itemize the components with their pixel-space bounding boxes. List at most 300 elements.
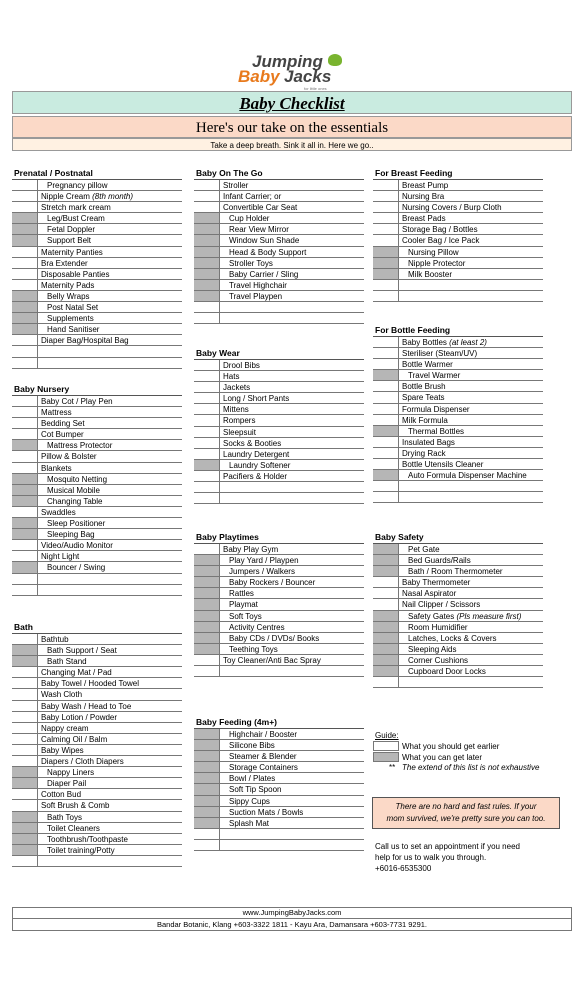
checkbox[interactable] bbox=[194, 622, 220, 632]
checkbox[interactable] bbox=[194, 666, 220, 676]
item-text: Insulated Bags bbox=[402, 437, 455, 447]
checkbox[interactable] bbox=[194, 191, 220, 201]
checkbox[interactable] bbox=[12, 451, 38, 461]
checkbox[interactable] bbox=[12, 734, 38, 744]
checkbox[interactable] bbox=[194, 235, 220, 245]
checkbox[interactable] bbox=[373, 566, 399, 576]
checkbox[interactable] bbox=[12, 302, 38, 312]
checkbox[interactable] bbox=[12, 800, 38, 810]
item-label bbox=[47, 645, 117, 656]
checkbox[interactable] bbox=[12, 235, 38, 245]
checkbox[interactable] bbox=[373, 448, 399, 458]
item-text: Sleep Positioner bbox=[47, 519, 106, 529]
checkbox[interactable] bbox=[194, 280, 220, 290]
checklist-item bbox=[12, 540, 182, 551]
footer bbox=[12, 907, 572, 931]
checkbox[interactable] bbox=[12, 678, 38, 688]
checklist-item bbox=[194, 471, 364, 482]
checkbox[interactable] bbox=[373, 280, 399, 290]
item-text: Thermal Bottles bbox=[408, 426, 465, 436]
checkbox[interactable] bbox=[373, 666, 399, 676]
checkbox[interactable] bbox=[194, 302, 220, 312]
checkbox[interactable] bbox=[12, 745, 38, 755]
checkbox[interactable] bbox=[373, 202, 399, 212]
checklist-item bbox=[373, 481, 543, 492]
item-label bbox=[408, 269, 452, 280]
checkbox[interactable] bbox=[194, 829, 220, 839]
checkbox[interactable] bbox=[12, 834, 38, 844]
item-text: Auto Formula Dispenser Machine bbox=[408, 471, 527, 481]
checklist-item bbox=[373, 459, 543, 470]
item-text: Maternity Pads bbox=[41, 280, 95, 290]
item-label bbox=[47, 313, 94, 324]
item-text: Stroller Toys bbox=[229, 258, 273, 268]
checklist-item bbox=[12, 474, 182, 485]
checklist-item bbox=[194, 566, 364, 577]
checkbox[interactable] bbox=[194, 291, 220, 301]
item-text: Formula Dispenser bbox=[402, 404, 470, 414]
item-label bbox=[229, 291, 282, 302]
checkbox[interactable] bbox=[194, 415, 220, 425]
checkbox[interactable] bbox=[12, 463, 38, 473]
checkbox[interactable] bbox=[12, 496, 38, 506]
item-text: Video/Audio Monitor bbox=[41, 541, 113, 551]
checkbox[interactable] bbox=[194, 544, 220, 554]
checkbox[interactable] bbox=[194, 460, 220, 470]
checkbox[interactable] bbox=[194, 611, 220, 621]
checkbox[interactable] bbox=[12, 689, 38, 699]
item-text: Nasal Aspirator bbox=[402, 589, 457, 599]
checkbox[interactable] bbox=[12, 656, 38, 666]
checkbox[interactable] bbox=[194, 840, 220, 850]
checkbox[interactable] bbox=[12, 280, 38, 290]
checkbox[interactable] bbox=[12, 585, 38, 595]
checkbox[interactable] bbox=[373, 677, 399, 687]
checkbox[interactable] bbox=[373, 269, 399, 279]
checkbox[interactable] bbox=[373, 235, 399, 245]
checklist-item bbox=[373, 655, 543, 666]
item-text: Toothbrush/Toothpaste bbox=[47, 834, 128, 844]
checklist bbox=[12, 179, 182, 369]
checkbox[interactable] bbox=[373, 258, 399, 268]
item-label bbox=[229, 566, 295, 577]
checkbox[interactable] bbox=[12, 856, 38, 866]
checkbox[interactable] bbox=[194, 471, 220, 481]
guide-later-label: What you can get later bbox=[402, 753, 483, 762]
checklist-item bbox=[12, 712, 182, 723]
item-text: Pregnancy pillow bbox=[47, 181, 108, 190]
contact-info bbox=[375, 841, 565, 874]
item-text: Bottle Utensils Cleaner bbox=[402, 460, 484, 470]
checkbox[interactable] bbox=[12, 213, 38, 223]
checkbox[interactable] bbox=[12, 562, 38, 572]
item-text: Sleeping Bag bbox=[47, 530, 95, 540]
item-label bbox=[47, 834, 128, 845]
checkbox[interactable] bbox=[373, 337, 399, 347]
checkbox[interactable] bbox=[373, 644, 399, 654]
checkbox[interactable] bbox=[373, 481, 399, 491]
checkbox[interactable] bbox=[373, 370, 399, 380]
checkbox[interactable] bbox=[12, 767, 38, 777]
checklist-item bbox=[373, 437, 543, 448]
item-label bbox=[47, 213, 105, 224]
checklist-item bbox=[12, 191, 182, 202]
checkbox[interactable] bbox=[12, 485, 38, 495]
item-text: Disposable Panties bbox=[41, 269, 110, 279]
checklist-item bbox=[373, 415, 543, 426]
checklist-item bbox=[194, 807, 364, 818]
checklist-item bbox=[194, 202, 364, 213]
checkbox[interactable] bbox=[194, 360, 220, 370]
item-text: Baby Towel / Hooded Towel bbox=[41, 679, 139, 689]
item-text: Breast Pads bbox=[402, 214, 446, 224]
checkbox[interactable] bbox=[194, 247, 220, 257]
checkbox[interactable] bbox=[194, 784, 220, 794]
item-label bbox=[402, 404, 470, 415]
checkbox[interactable] bbox=[12, 191, 38, 201]
checkbox[interactable] bbox=[12, 823, 38, 833]
item-label bbox=[47, 529, 95, 540]
checklist bbox=[12, 395, 182, 596]
checkbox[interactable] bbox=[12, 645, 38, 655]
item-label bbox=[402, 459, 483, 470]
checklist-item bbox=[373, 448, 543, 459]
checklist-item bbox=[194, 633, 364, 644]
checklist-item bbox=[373, 359, 543, 370]
checklist-item bbox=[373, 213, 543, 224]
checklist-item bbox=[373, 269, 543, 280]
checkbox[interactable] bbox=[373, 544, 399, 554]
item-label bbox=[402, 577, 470, 588]
checkbox[interactable] bbox=[194, 555, 220, 565]
item-label bbox=[229, 555, 299, 566]
item-label bbox=[47, 324, 99, 335]
checkbox[interactable] bbox=[12, 418, 38, 428]
checkbox[interactable] bbox=[373, 588, 399, 598]
checkbox[interactable] bbox=[12, 529, 38, 539]
item-label bbox=[229, 751, 297, 762]
item-text: Long / Short Pants bbox=[223, 394, 290, 404]
item-text: Rattles bbox=[229, 589, 254, 599]
item-label bbox=[408, 555, 471, 566]
item-text: Mittens bbox=[223, 405, 249, 415]
checklist-item bbox=[12, 507, 182, 518]
checkbox[interactable] bbox=[12, 845, 38, 855]
item-text: Toilet training/Potty bbox=[47, 845, 115, 855]
checkbox[interactable] bbox=[12, 667, 38, 677]
item-label bbox=[47, 496, 102, 507]
checklist-item bbox=[12, 247, 182, 258]
section-title: For Bottle Feeding bbox=[375, 325, 451, 335]
item-label bbox=[223, 202, 297, 213]
checkbox[interactable] bbox=[12, 224, 38, 234]
item-text: Rompers bbox=[223, 416, 256, 426]
checkbox[interactable] bbox=[373, 392, 399, 402]
item-label bbox=[47, 224, 95, 235]
item-label bbox=[41, 463, 72, 474]
checkbox[interactable] bbox=[12, 247, 38, 257]
checklist-item bbox=[373, 404, 543, 415]
checkbox[interactable] bbox=[194, 449, 220, 459]
checkbox[interactable] bbox=[12, 440, 38, 450]
checkbox[interactable] bbox=[373, 622, 399, 632]
checklist-item bbox=[12, 789, 182, 800]
item-text: Convertible Car Seat bbox=[223, 203, 298, 213]
checkbox[interactable] bbox=[373, 555, 399, 565]
item-label bbox=[223, 360, 260, 371]
checklist-item bbox=[194, 191, 364, 202]
checklist-item bbox=[194, 740, 364, 751]
checkbox[interactable] bbox=[194, 807, 220, 817]
checkbox[interactable] bbox=[194, 818, 220, 828]
item-label bbox=[402, 437, 455, 448]
checklist-item bbox=[373, 599, 543, 610]
item-label bbox=[223, 471, 287, 482]
checkbox[interactable] bbox=[12, 346, 38, 356]
checkbox[interactable] bbox=[373, 348, 399, 358]
checkbox[interactable] bbox=[373, 599, 399, 609]
checkbox[interactable] bbox=[194, 751, 220, 761]
checkbox[interactable] bbox=[373, 381, 399, 391]
item-label bbox=[402, 599, 480, 610]
item-text: Storage Containers bbox=[229, 763, 298, 773]
checkbox[interactable] bbox=[12, 324, 38, 334]
checkbox[interactable] bbox=[373, 404, 399, 414]
item-text: Rear View Mirror bbox=[229, 225, 289, 235]
checkbox[interactable] bbox=[194, 393, 220, 403]
item-label bbox=[41, 258, 88, 269]
item-text: Activity Centres bbox=[229, 622, 285, 632]
checklist-item bbox=[12, 346, 182, 357]
checkbox[interactable] bbox=[194, 213, 220, 223]
checklist-item bbox=[12, 634, 182, 645]
checkbox[interactable] bbox=[12, 701, 38, 711]
checkbox[interactable] bbox=[12, 202, 38, 212]
checkbox[interactable] bbox=[12, 756, 38, 766]
checklist-item bbox=[12, 429, 182, 440]
checkbox[interactable] bbox=[194, 493, 220, 503]
item-label bbox=[41, 202, 111, 213]
item-label bbox=[47, 485, 100, 496]
checkbox[interactable] bbox=[12, 258, 38, 268]
item-label bbox=[47, 440, 112, 451]
checkbox[interactable] bbox=[12, 335, 38, 345]
section-1 bbox=[12, 384, 182, 596]
checklist-item bbox=[12, 180, 182, 191]
checkbox[interactable] bbox=[194, 269, 220, 279]
guide-title: Guide: bbox=[375, 731, 399, 740]
checklist-item bbox=[373, 191, 543, 202]
checkbox[interactable] bbox=[373, 359, 399, 369]
checklist-item bbox=[12, 324, 182, 335]
item-label bbox=[223, 393, 289, 404]
item-text: Wash Cloth bbox=[41, 690, 83, 700]
checkbox[interactable] bbox=[373, 291, 399, 301]
item-text: Soft Brush & Comb bbox=[41, 801, 110, 811]
checkbox[interactable] bbox=[194, 644, 220, 654]
checkbox[interactable] bbox=[194, 224, 220, 234]
checklist-item bbox=[12, 734, 182, 745]
checklist-item bbox=[12, 518, 182, 529]
checkbox[interactable] bbox=[12, 291, 38, 301]
checkbox[interactable] bbox=[194, 566, 220, 576]
item-text: Cotton Bud bbox=[41, 790, 82, 800]
checkbox[interactable] bbox=[12, 269, 38, 279]
item-label bbox=[402, 337, 487, 348]
section-title: Bath bbox=[14, 622, 33, 632]
item-label bbox=[223, 438, 281, 449]
item-text: Nursing Pillow bbox=[408, 247, 459, 257]
item-text: Pacifiers & Holder bbox=[223, 471, 288, 481]
checkbox[interactable] bbox=[12, 396, 38, 406]
checkbox[interactable] bbox=[373, 470, 399, 480]
section-title: Baby On The Go bbox=[196, 168, 263, 178]
item-label bbox=[402, 359, 453, 370]
callout-line2: mom survived, we're pretty sure you can too. bbox=[386, 814, 546, 823]
item-text: Maternity Panties bbox=[41, 247, 103, 257]
checkbox[interactable] bbox=[373, 415, 399, 425]
checkbox[interactable] bbox=[12, 474, 38, 484]
checkbox[interactable] bbox=[373, 180, 399, 190]
checkbox[interactable] bbox=[373, 213, 399, 223]
item-label bbox=[47, 474, 107, 485]
checklist-item bbox=[12, 258, 182, 269]
checkbox[interactable] bbox=[194, 588, 220, 598]
checklist-item bbox=[12, 496, 182, 507]
item-label bbox=[41, 280, 94, 291]
item-label bbox=[229, 213, 269, 224]
item-text: Milk Formula bbox=[402, 415, 448, 425]
checkbox[interactable] bbox=[194, 740, 220, 750]
item-text: Drool Bibs bbox=[223, 361, 260, 370]
item-label bbox=[229, 577, 315, 588]
checkbox[interactable] bbox=[373, 224, 399, 234]
checkbox[interactable] bbox=[194, 577, 220, 587]
item-label bbox=[223, 371, 239, 382]
checkbox[interactable] bbox=[373, 655, 399, 665]
section-0 bbox=[12, 168, 182, 369]
checkbox[interactable] bbox=[194, 427, 220, 437]
checkbox[interactable] bbox=[12, 518, 38, 528]
checklist-item bbox=[373, 470, 543, 481]
item-label bbox=[41, 429, 84, 440]
checkbox[interactable] bbox=[194, 371, 220, 381]
checkbox[interactable] bbox=[12, 540, 38, 550]
item-text: Jackets bbox=[223, 383, 251, 393]
section-2 bbox=[12, 622, 182, 867]
checkbox[interactable] bbox=[373, 577, 399, 587]
checkbox[interactable] bbox=[12, 507, 38, 517]
checkbox[interactable] bbox=[194, 313, 220, 323]
checkbox[interactable] bbox=[12, 778, 38, 788]
checkbox[interactable] bbox=[12, 551, 38, 561]
item-text: Cot Bumper bbox=[41, 430, 84, 440]
checkbox[interactable] bbox=[373, 459, 399, 469]
item-label bbox=[402, 224, 478, 235]
checklist-item bbox=[194, 258, 364, 269]
checkbox[interactable] bbox=[194, 438, 220, 448]
checkbox[interactable] bbox=[194, 258, 220, 268]
item-label bbox=[47, 767, 94, 778]
grey-swatch bbox=[373, 752, 399, 762]
checkbox[interactable] bbox=[12, 634, 38, 644]
checkbox[interactable] bbox=[194, 633, 220, 643]
item-label bbox=[229, 224, 289, 235]
checklist-item bbox=[12, 562, 182, 573]
item-text: Stroller bbox=[223, 181, 249, 190]
item-label bbox=[408, 544, 440, 555]
checklist-item bbox=[12, 235, 182, 246]
checkbox[interactable] bbox=[12, 812, 38, 822]
item-text: Silicone Bibs bbox=[229, 741, 275, 751]
checkbox[interactable] bbox=[373, 492, 399, 502]
checkbox[interactable] bbox=[373, 633, 399, 643]
checkbox[interactable] bbox=[373, 437, 399, 447]
item-text: Fetal Doppler bbox=[47, 225, 96, 235]
checkbox[interactable] bbox=[194, 202, 220, 212]
checkbox[interactable] bbox=[373, 247, 399, 257]
checkbox[interactable] bbox=[194, 599, 220, 609]
checkbox[interactable] bbox=[12, 429, 38, 439]
checkbox[interactable] bbox=[194, 180, 220, 190]
item-text: Sleeping Aids bbox=[408, 644, 457, 654]
item-text: Support Belt bbox=[47, 236, 92, 246]
checklist-item bbox=[194, 666, 364, 677]
checkbox[interactable] bbox=[12, 574, 38, 584]
checklist-item bbox=[12, 463, 182, 474]
checklist-item bbox=[12, 551, 182, 562]
item-text: Hand Sanitiser bbox=[47, 325, 100, 335]
checkbox[interactable] bbox=[373, 191, 399, 201]
checkbox[interactable] bbox=[194, 773, 220, 783]
checkbox[interactable] bbox=[194, 482, 220, 492]
checklist-item bbox=[12, 280, 182, 291]
checkbox[interactable] bbox=[12, 180, 38, 190]
item-label bbox=[229, 633, 319, 644]
checklist-item bbox=[194, 644, 364, 655]
checkbox[interactable] bbox=[373, 426, 399, 436]
checkbox[interactable] bbox=[194, 382, 220, 392]
checkbox[interactable] bbox=[194, 796, 220, 806]
checklist-item bbox=[12, 856, 182, 867]
checkbox[interactable] bbox=[12, 313, 38, 323]
item-text: Diaper Pail bbox=[47, 779, 87, 789]
checklist-item bbox=[194, 224, 364, 235]
item-label bbox=[402, 213, 446, 224]
checkbox[interactable] bbox=[12, 358, 38, 368]
checklist bbox=[12, 633, 182, 867]
item-note: (8th month) bbox=[92, 192, 134, 202]
checkbox[interactable] bbox=[194, 762, 220, 772]
checkbox[interactable] bbox=[12, 789, 38, 799]
item-text: Latches, Locks & Covers bbox=[408, 633, 497, 643]
item-text: Teething Toys bbox=[229, 644, 278, 654]
footer-divider bbox=[13, 918, 571, 919]
checklist-item bbox=[12, 756, 182, 767]
checkbox[interactable] bbox=[12, 712, 38, 722]
checkbox[interactable] bbox=[194, 729, 220, 739]
checklist-item bbox=[12, 656, 182, 667]
checkbox[interactable] bbox=[194, 404, 220, 414]
item-label bbox=[41, 507, 76, 518]
checkbox[interactable] bbox=[12, 407, 38, 417]
checkbox[interactable] bbox=[373, 611, 399, 621]
item-text: Baby Cot / Play Pen bbox=[41, 397, 113, 406]
checkbox[interactable] bbox=[194, 655, 220, 665]
checklist-item bbox=[12, 778, 182, 789]
checkbox[interactable] bbox=[12, 723, 38, 733]
item-label bbox=[41, 800, 109, 811]
